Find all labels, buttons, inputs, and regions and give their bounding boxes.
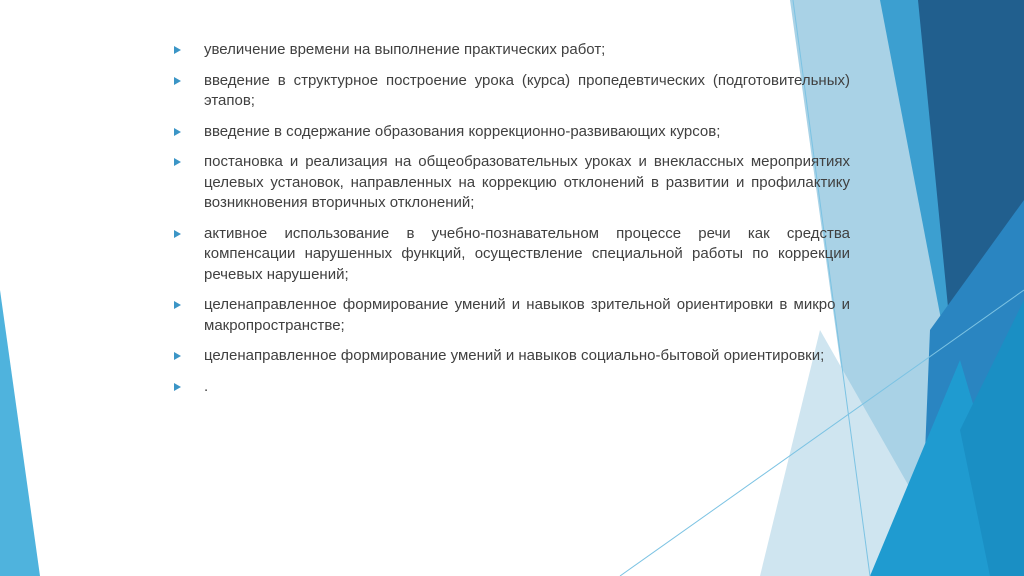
- bullet-text: .: [204, 377, 209, 395]
- bullet-item: [172, 346, 850, 367]
- slide-content: [172, 40, 850, 407]
- triangle-bullet-icon: [174, 301, 181, 309]
- bullet-item: [172, 152, 850, 214]
- bullet-item: [172, 71, 850, 112]
- bullet-item: [172, 377, 850, 398]
- triangle-bullet-icon: [174, 230, 181, 238]
- left-accent-stripe: [0, 290, 40, 576]
- bullet-item: [172, 295, 850, 336]
- triangle-bullet-icon: [174, 77, 181, 85]
- bullet-text: введение в структурное построение урока (курса) пропедевтических (подготовительных) этапов;: [204, 71, 850, 109]
- triangle-bullet-icon: [174, 352, 181, 360]
- bullet-text: целенаправленное формирование умений и навыков зрительной ориентировки в микро и макропространстве;: [204, 296, 850, 334]
- bullet-text: введение в содержание образования коррекционно-развивающих курсов;: [204, 122, 721, 140]
- triangle-bullet-icon: [174, 128, 181, 136]
- triangle-bullet-icon: [174, 158, 181, 166]
- bullet-list: [172, 40, 850, 397]
- bullet-text: активное использование в учебно-познавательном процессе речи как средства компенсации нарушенных функций, осуществление специальной работы по коррекции речевых нарушений;: [204, 224, 850, 283]
- bullet-item: [172, 122, 850, 143]
- bullet-text: целенаправленное формирование умений и навыков социально-бытовой ориентировки;: [204, 347, 825, 364]
- bullet-item: [172, 40, 850, 61]
- bullet-text: постановка и реализация на общеобразовательных уроках и внеклассных мероприятиях целевых установок, направленных на коррекцию отклонений в развитии и профилактику возникновения вторичных отклонений;: [204, 153, 850, 211]
- triangle-bullet-icon: [174, 46, 181, 54]
- bullet-item: [172, 224, 850, 286]
- bullet-text: увеличение времени на выполнение практических работ;: [204, 41, 606, 58]
- triangle-bullet-icon: [174, 383, 181, 391]
